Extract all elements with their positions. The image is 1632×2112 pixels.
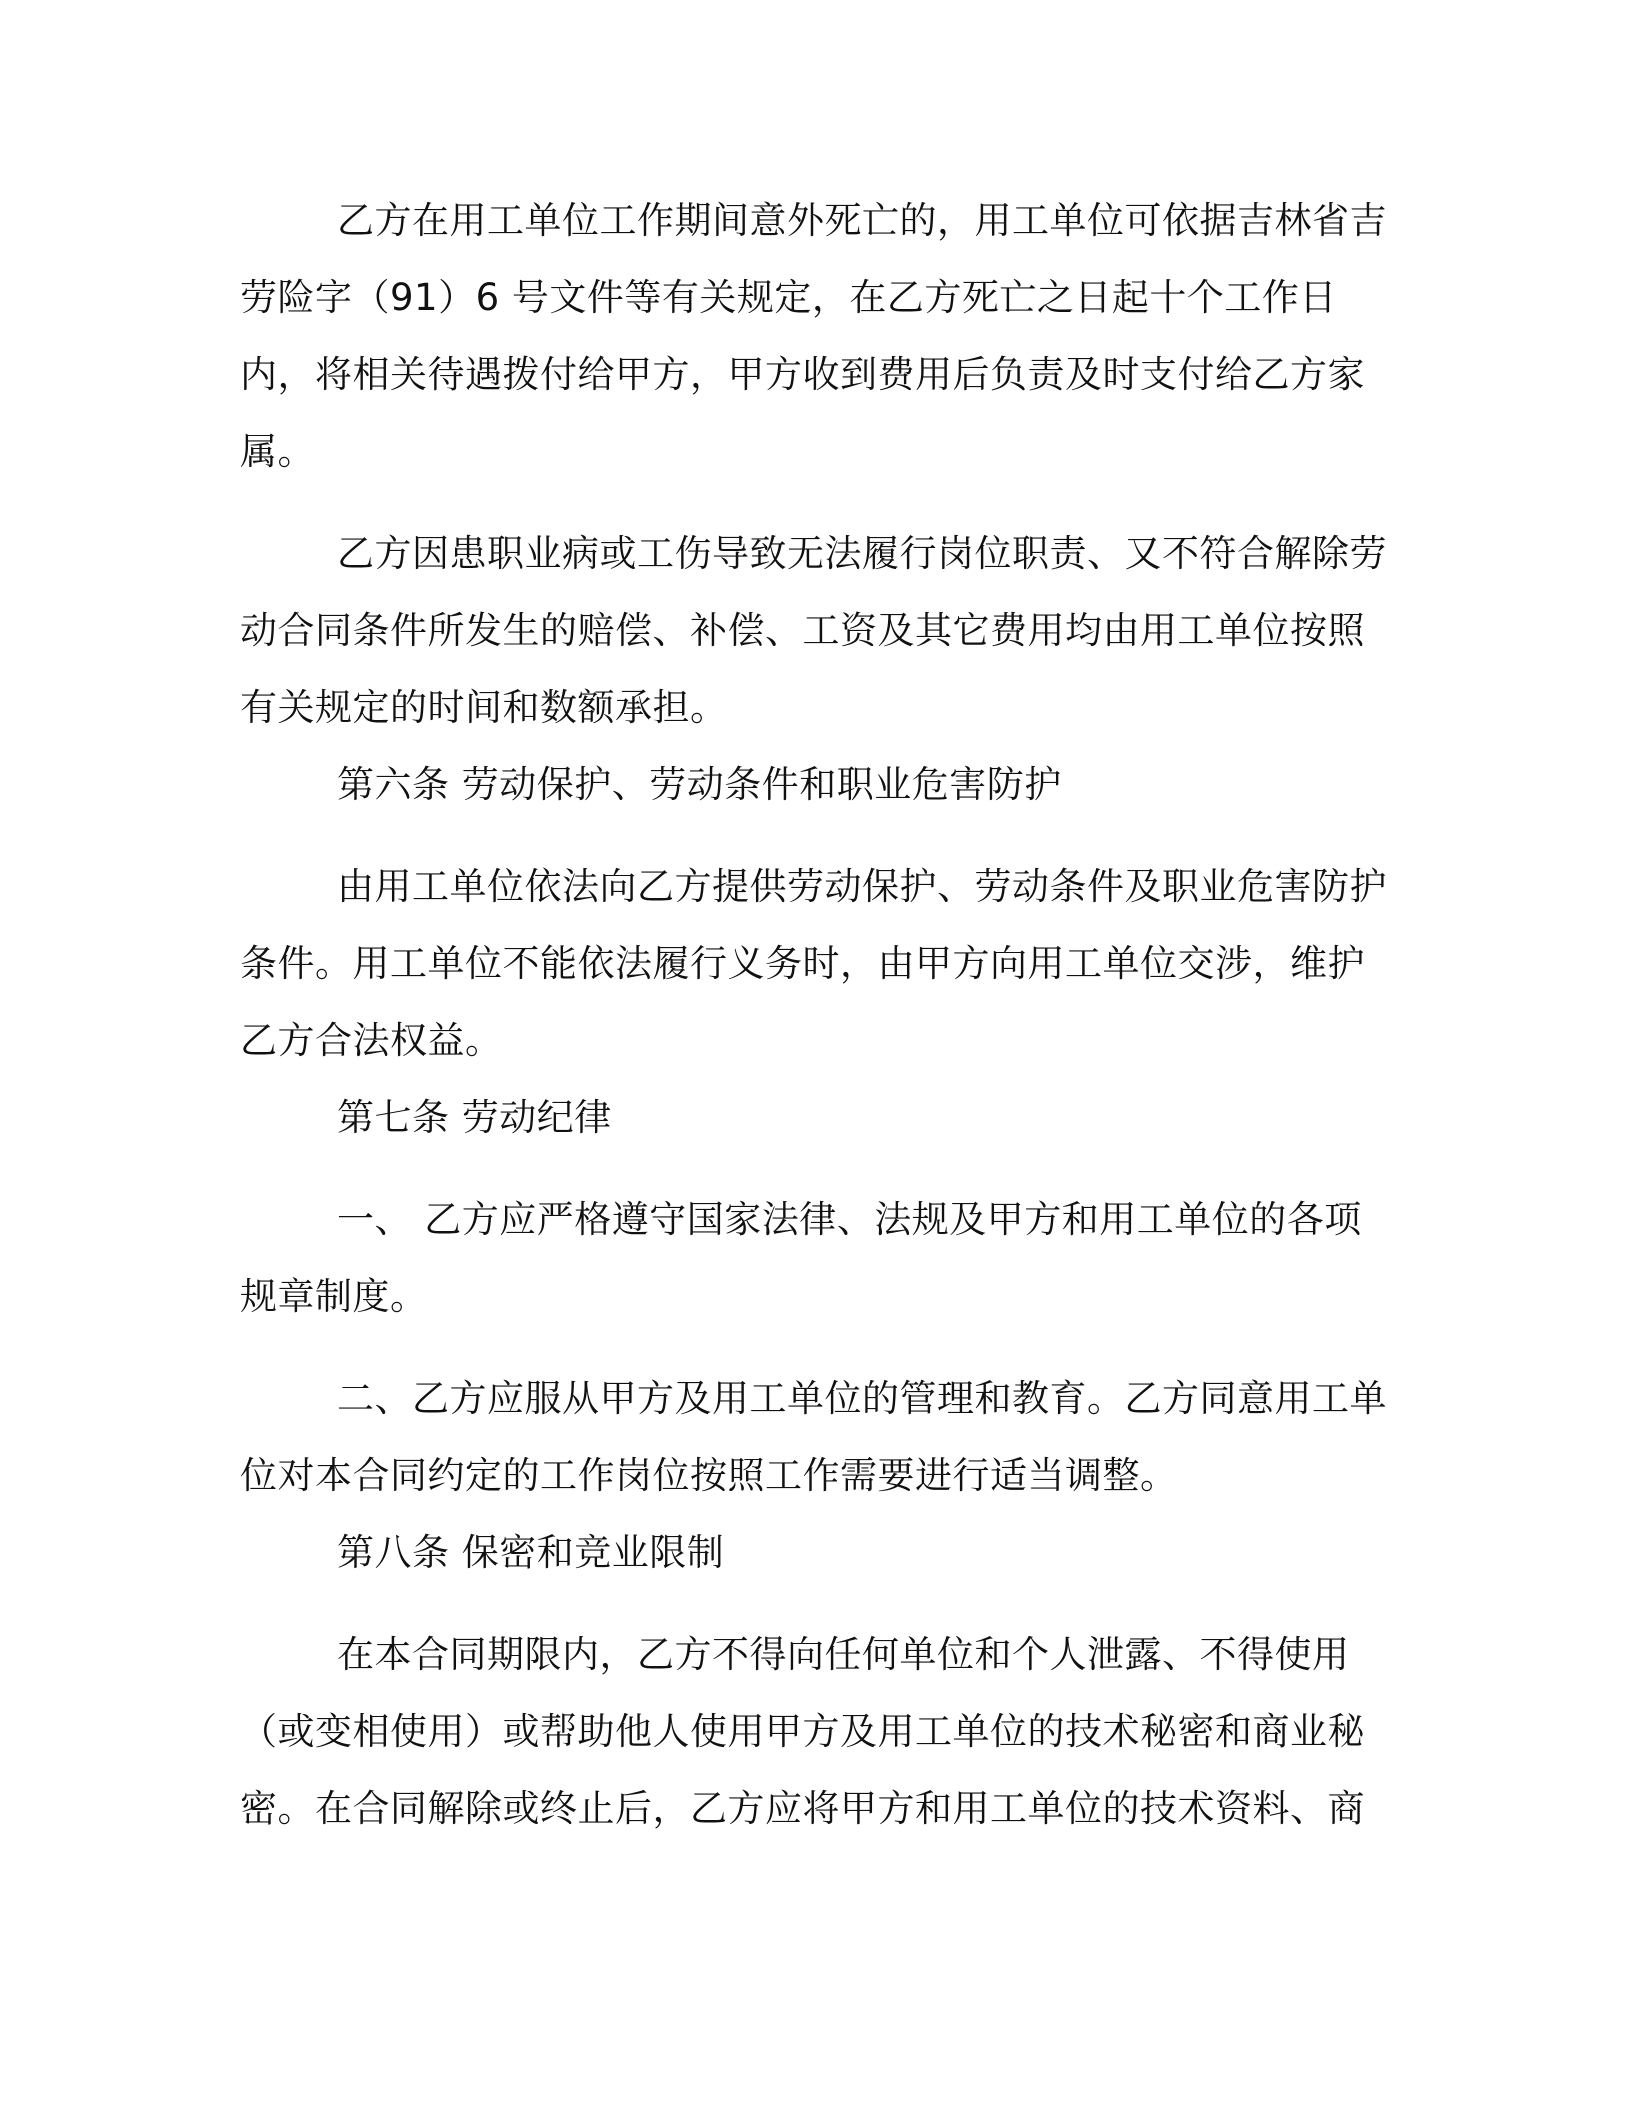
paragraph-discipline-item-2: 二、乙方应服从甲方及用工单位的管理和教育。乙方同意用工单位对本合同约定的工作岗位按照工作需要进行适当调整。 [240, 1377, 1387, 1497]
article-8-heading: 第八条 保密和竞业限制 [337, 1531, 725, 1574]
article-7-heading: 第七条 劳动纪律 [337, 1096, 612, 1139]
document-body [240, 182, 1390, 1847]
paragraph-discipline-item-1: 一、 乙方应严格遵守国家法律、法规及甲方和用工单位的各项规章制度。 [240, 1198, 1362, 1318]
paragraph-accidental-death: 乙方在用工单位工作期间意外死亡的，用工单位可依据吉林省吉劳险字（91）6 号文件等有关规定，在乙方死亡之日起十个工作日内，将相关待遇拨付给甲方，甲方收到费用后负责及时支付给乙方家属。 [240, 199, 1387, 473]
article-6-heading: 第六条 劳动保护、劳动条件和职业危害防护 [337, 763, 1062, 806]
paragraph-confidentiality: 在本合同期限内，乙方不得向任何单位和个人泄露、不得使用（或变相使用）或帮助他人使用甲方及用工单位的技术秘密和商业秘密。在合同解除或终止后，乙方应将甲方和用工单位的技术资料、商 [240, 1633, 1365, 1830]
paragraph-occupational-disease: 乙方因患职业病或工伤导致无法履行岗位职责、又不符合解除劳动合同条件所发生的赔偿、补偿、工资及其它费用均由用工单位按照有关规定的时间和数额承担。 [240, 532, 1387, 729]
paragraph-labor-protection: 由用工单位依法向乙方提供劳动保护、劳动条件及职业危害防护条件。用工单位不能依法履行义务时，由甲方向用工单位交涉，维护乙方合法权益。 [240, 865, 1387, 1062]
